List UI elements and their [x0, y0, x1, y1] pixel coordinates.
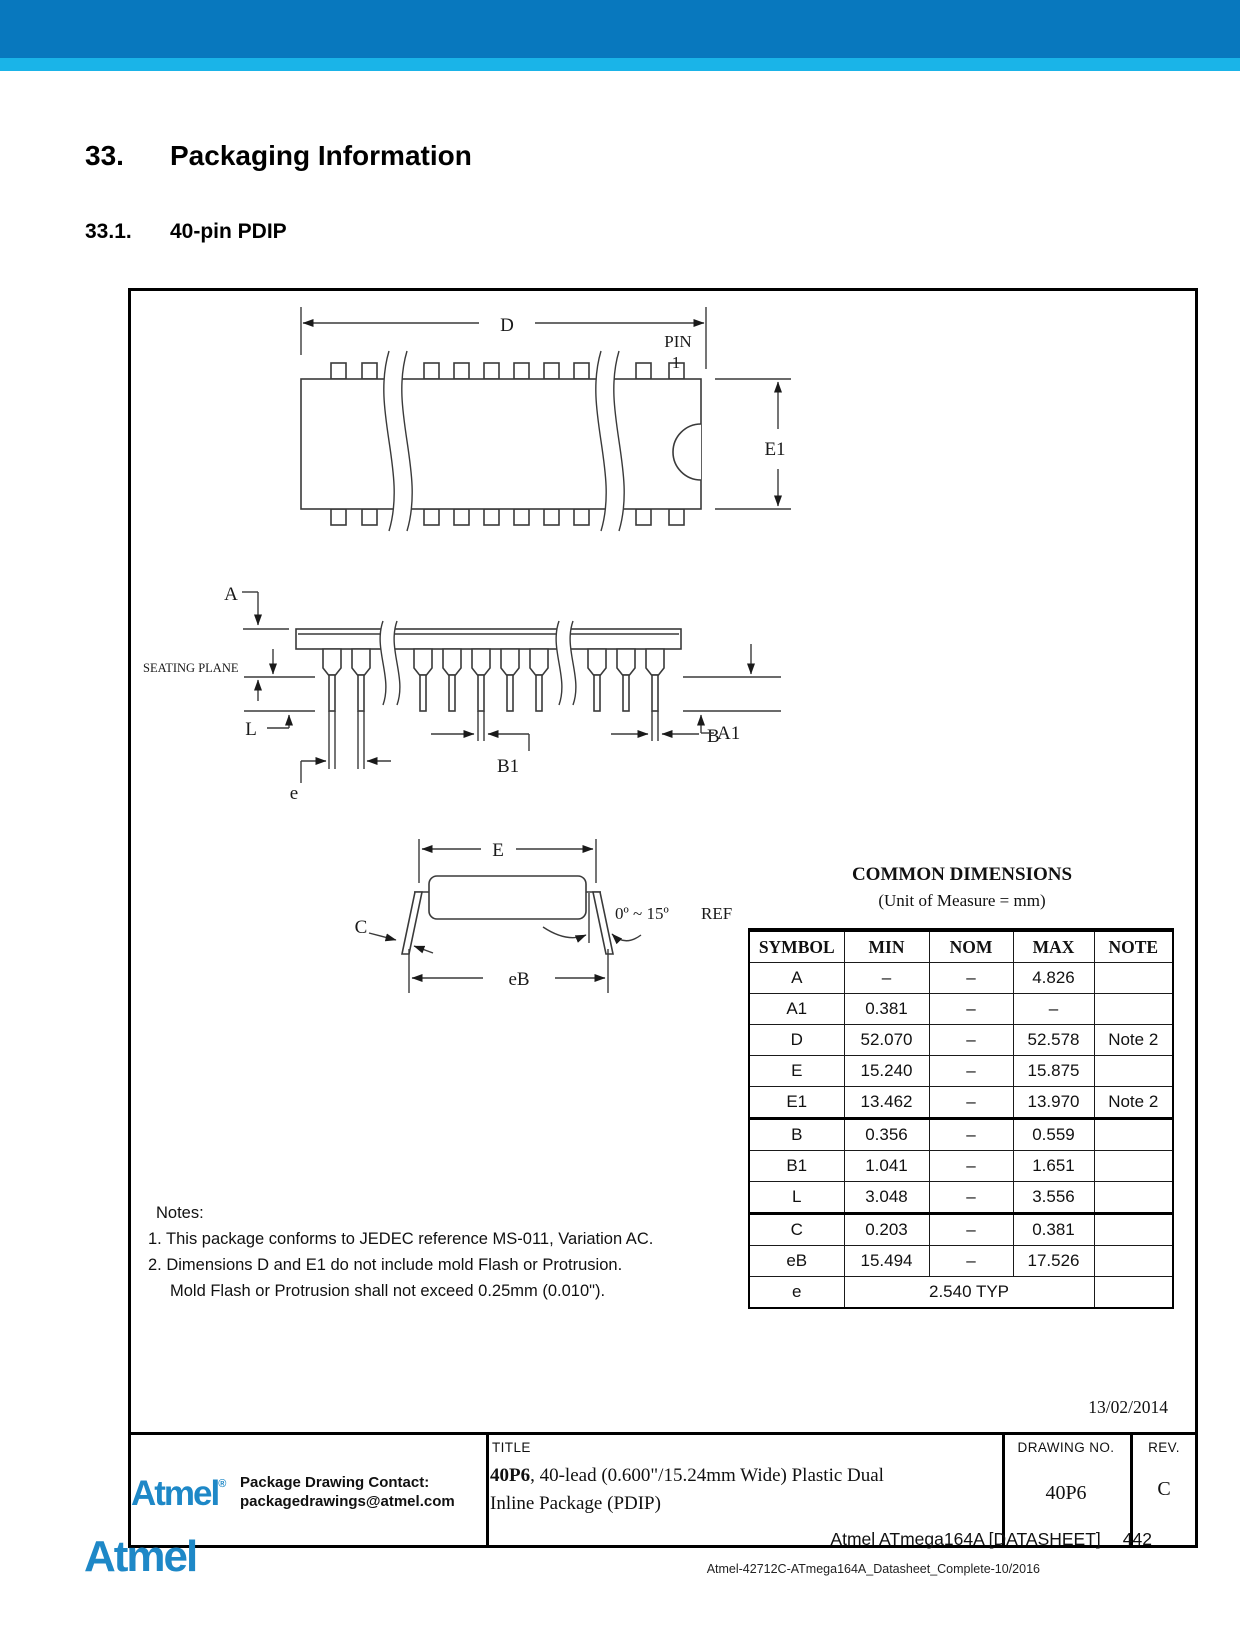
table-header-row	[749, 930, 1173, 963]
col-note: NOTE	[1094, 930, 1173, 963]
end-view-lead-right	[593, 892, 613, 954]
label-A: A	[224, 584, 238, 605]
label-C: C	[354, 917, 368, 938]
dim-table-title: COMMON DIMENSIONS	[851, 864, 1073, 885]
dim-A1	[683, 644, 781, 744]
dim-C	[355, 917, 433, 953]
notes-block	[148, 1200, 768, 1304]
col-symbol: SYMBOL	[749, 930, 844, 963]
package-body-top-view	[301, 379, 701, 509]
footer-page-number: 442	[1122, 1529, 1152, 1549]
dim-A	[224, 584, 289, 629]
drawing-no-label: DRAWING NO.	[1017, 1440, 1115, 1455]
table-row: eB 15.494 – 17.526	[749, 1246, 1173, 1277]
dim-D	[301, 307, 706, 369]
label-ref: REF	[701, 904, 733, 923]
label-angle: 0º ~ 15º	[615, 904, 669, 923]
dim-eB	[409, 949, 608, 993]
col-max: MAX	[1013, 930, 1094, 963]
registered-mark: ®	[218, 1478, 227, 1490]
table-row: L 3.048 – 3.556	[749, 1182, 1173, 1214]
dim-e	[290, 761, 391, 804]
title-cell-label: TITLE	[492, 1440, 531, 1455]
package-code: 40P6	[490, 1465, 531, 1486]
package-body-side-view	[296, 629, 681, 649]
label-e: e	[289, 783, 299, 804]
atmel-logo-footer: Atmel	[84, 1532, 197, 1581]
col-nom: NOM	[929, 930, 1013, 963]
section-title: Packaging Information	[170, 140, 472, 171]
package-body-end-view	[429, 876, 586, 919]
seating-plane	[143, 649, 315, 711]
label-E1: E1	[764, 439, 786, 460]
footer-doc-id: Atmel-42712C-ATmega164A_Datasheet_Complete-10/2016	[706, 1562, 1040, 1576]
rev-label: REV.	[1148, 1440, 1180, 1455]
label-D: D	[500, 315, 514, 336]
note-2-continued: Mold Flash or Protrusion shall not exceed 0.25mm (0.010").	[170, 1282, 606, 1300]
table-row: C 0.203 – 0.381	[749, 1214, 1173, 1246]
table-row: A1 0.381 – –	[749, 994, 1173, 1025]
table-row: A – – 4.826	[749, 963, 1173, 994]
dim-L	[245, 715, 289, 740]
end-view	[355, 839, 733, 993]
label-pin-number: 1	[671, 353, 681, 372]
table-row: E 15.240 – 15.875	[749, 1056, 1173, 1087]
header-bar-dark	[0, 0, 1240, 58]
package-drawing-contact	[240, 1473, 455, 1511]
drawing-date: 13/02/2014	[1088, 1397, 1168, 1417]
side-view	[143, 584, 781, 804]
common-dimensions-table	[748, 928, 1174, 1309]
table-row: D 52.070 – 52.578 Note 2	[749, 1025, 1173, 1056]
notes-heading: Notes:	[156, 1204, 204, 1222]
label-E: E	[492, 840, 504, 861]
title-block-vline-1	[486, 1432, 489, 1545]
label-seating-plane: SEATING PLANE	[143, 661, 239, 675]
label-PIN: PIN	[664, 332, 692, 351]
col-min: MIN	[844, 930, 929, 963]
section-heading	[85, 140, 472, 172]
rev-value: C	[1157, 1478, 1171, 1500]
title-block-divider	[131, 1432, 1195, 1435]
label-L: L	[245, 719, 257, 740]
table-row: E1 13.462 – 13.970 Note 2	[749, 1087, 1173, 1119]
dim-B	[611, 726, 720, 747]
end-view-lead-left	[402, 892, 422, 954]
top-view	[301, 307, 791, 531]
dim-B1	[431, 734, 529, 777]
note-1: 1. This package conforms to JEDEC reference MS-011, Variation AC.	[148, 1230, 654, 1248]
atmel-logo-titleblock: Atmel®	[131, 1474, 227, 1513]
label-B1: B1	[497, 756, 520, 777]
footer-doc-title: Atmel ATmega164A [DATASHEET]	[830, 1529, 1101, 1549]
subsection-title: 40-pin PDIP	[170, 220, 287, 243]
subsection-number: 33.1.	[85, 220, 132, 243]
side-view-leads	[323, 649, 664, 711]
note-2: 2. Dimensions D and E1 do not include mold Flash or Protrusion.	[148, 1256, 623, 1274]
section-number: 33.	[85, 140, 124, 171]
contact-email: packagedrawings@atmel.com	[240, 1493, 455, 1510]
table-row: B 0.356 – 0.559	[749, 1119, 1173, 1151]
table-row: B1 1.041 – 1.651	[749, 1151, 1173, 1182]
label-A1: A1	[717, 723, 741, 744]
package-title: 40P6, 40-lead (0.600"/15.24mm Wide) Plastic Dual Inline Package (PDIP)	[490, 1465, 884, 1514]
header-bar-light	[0, 58, 1240, 71]
table-row-span: e 2.540 TYP	[749, 1277, 1173, 1309]
label-B: B	[707, 726, 720, 747]
dim-table-subtitle: (Unit of Measure = mm)	[878, 891, 1046, 910]
drawing-no-value: 40P6	[1045, 1482, 1087, 1504]
dim-E1	[715, 379, 791, 509]
subsection-heading	[85, 220, 287, 244]
footer-line	[700, 1529, 1152, 1550]
contact-label: Package Drawing Contact:	[240, 1474, 430, 1491]
label-eB: eB	[508, 969, 530, 990]
